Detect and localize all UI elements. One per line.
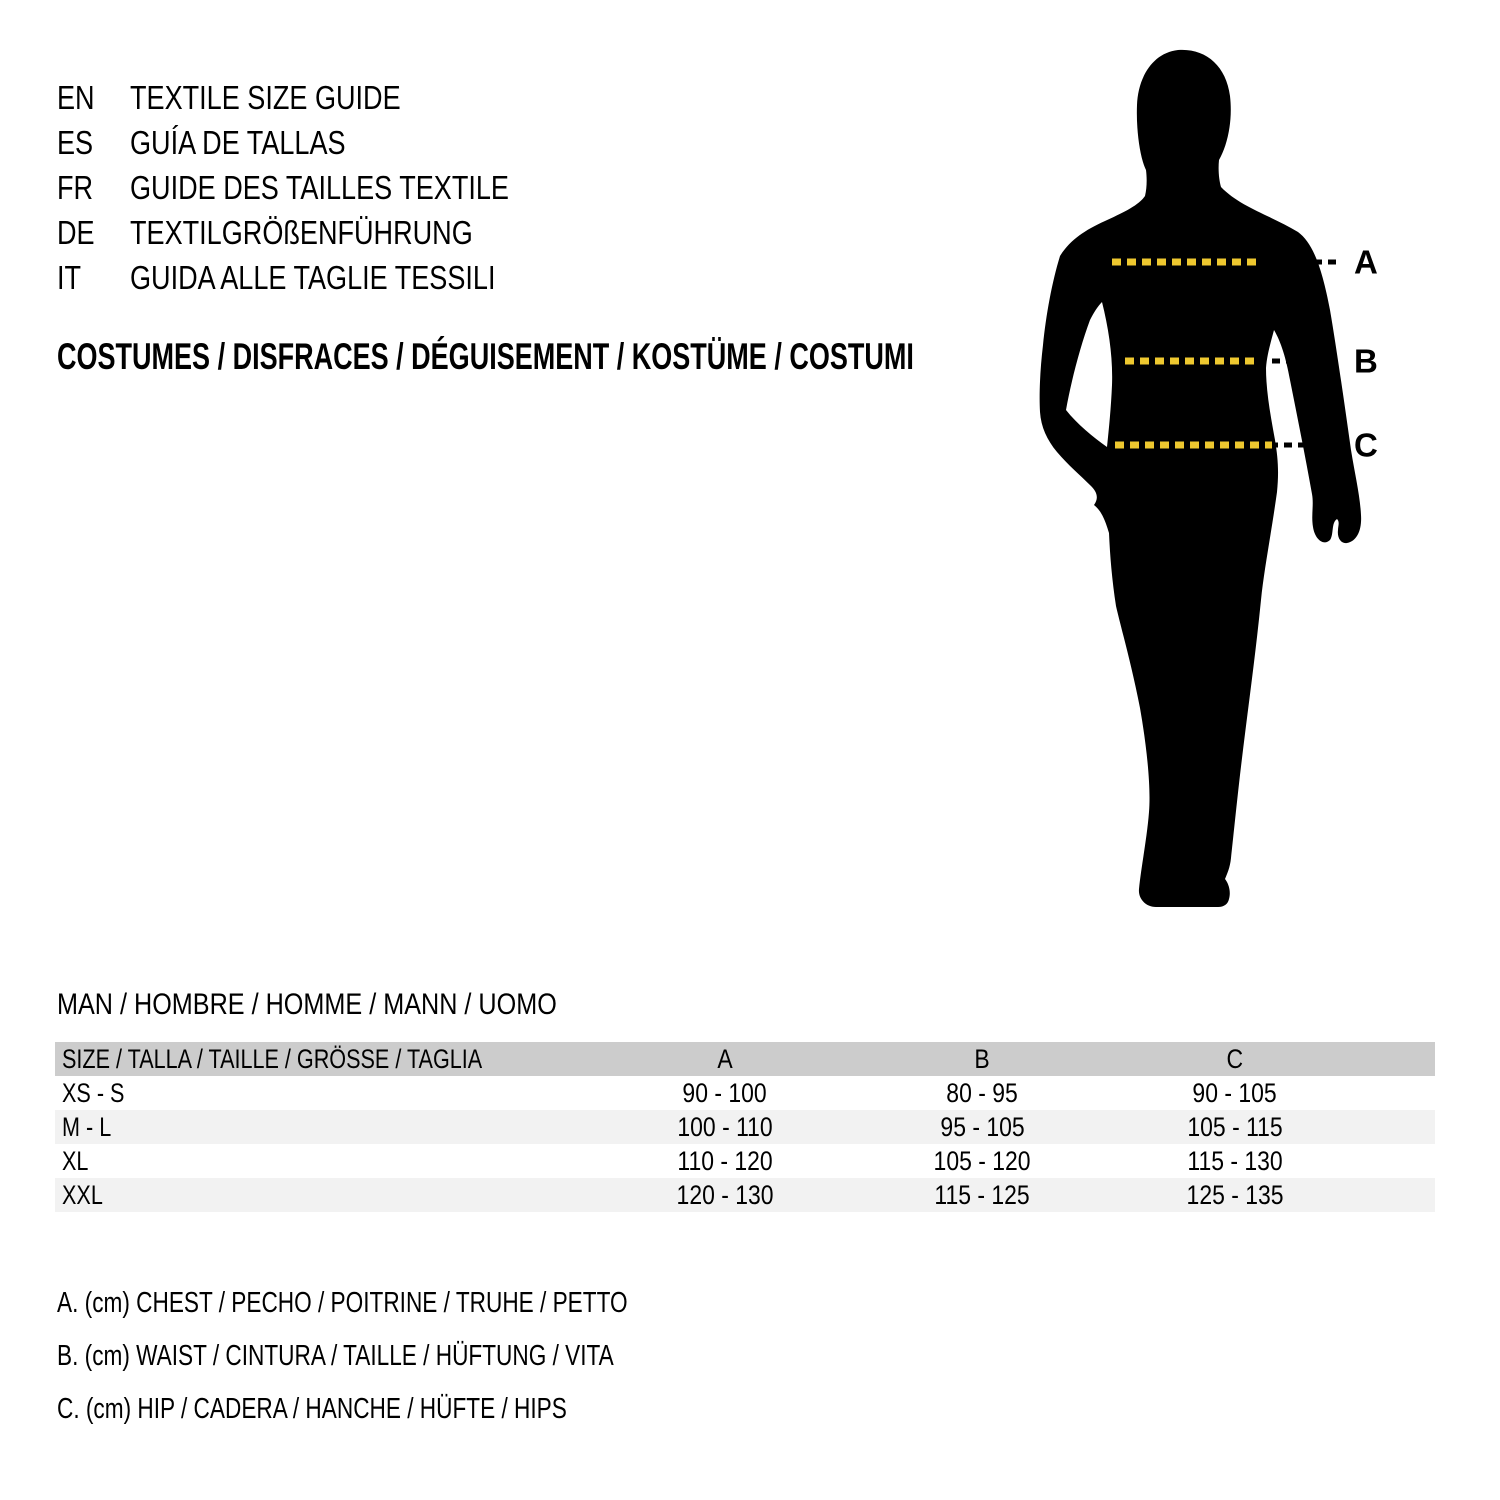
value-cell-a: 90 - 100: [682, 1077, 768, 1108]
lang-code-en: EN: [57, 78, 95, 116]
lang-title-fr: GUIDE DES TAILLES TEXTILE: [130, 168, 509, 206]
category-title: COSTUMES / DISFRACES / DÉGUISEMENT / KOSTÜME / COSTUMI: [57, 336, 914, 377]
value-cell-c: 115 - 130: [1187, 1145, 1283, 1176]
man-measurement-figure: [1020, 40, 1400, 960]
lang-code-de: DE: [57, 213, 95, 251]
lang-code-fr: FR: [57, 168, 94, 206]
lang-title-it: GUIDA ALLE TAGLIE TESSILI: [130, 258, 496, 296]
lang-row-it: [57, 255, 592, 300]
lang-row-en: [57, 75, 592, 120]
table-row-m-l: [55, 1110, 1435, 1144]
value-cell-c: 125 - 135: [1186, 1179, 1284, 1210]
lang-title-en: TEXTILE SIZE GUIDE: [130, 78, 401, 116]
value-cell-b: 95 - 105: [940, 1111, 1025, 1142]
header-col-a: A: [717, 1043, 733, 1074]
table-row-xs-s: [55, 1076, 1435, 1110]
measure-label-a: A: [1354, 243, 1378, 281]
lang-code-es: ES: [57, 123, 94, 161]
size-cell: XL: [62, 1145, 89, 1176]
size-cell: M - L: [62, 1111, 112, 1142]
lang-title-de: TEXTILGRÖßENFÜHRUNG: [130, 213, 473, 251]
value-cell-b: 80 - 95: [946, 1077, 1019, 1108]
header-col-b: B: [974, 1043, 991, 1074]
lang-row-de: [57, 210, 592, 255]
value-cell-a: 100 - 110: [677, 1111, 773, 1142]
section-title-man: MAN / HOMBRE / HOMME / MANN / UOMO: [57, 988, 557, 1021]
lang-row-fr: [57, 165, 592, 210]
value-cell-b: 115 - 125: [934, 1179, 1031, 1210]
measure-label-b: B: [1354, 342, 1378, 380]
value-cell-c: 105 - 115: [1187, 1111, 1283, 1142]
value-cell-a: 120 - 130: [676, 1179, 774, 1210]
value-cell-a: 110 - 120: [677, 1145, 773, 1176]
header-col-c: C: [1226, 1043, 1244, 1074]
legend-chest: A. (cm) CHEST / PECHO / POITRINE / TRUHE / PETTO: [57, 1287, 628, 1319]
table-row-xxl: [55, 1178, 1435, 1212]
table-row-xl: [55, 1144, 1435, 1178]
legend-hip: C. (cm) HIP / CADERA / HANCHE / HÜFTE / HIPS: [57, 1393, 567, 1425]
header-size-label: SIZE / TALLA / TAILLE / GRÖSSE / TAGLIA: [62, 1043, 483, 1074]
man-silhouette: [1040, 50, 1362, 907]
lang-title-es: GUÍA DE TALLAS: [130, 123, 346, 161]
measurement-legend: [57, 1277, 789, 1436]
size-cell: XS - S: [62, 1077, 125, 1108]
language-title-list: [57, 75, 592, 300]
measure-label-c: C: [1354, 426, 1378, 464]
size-table: [55, 1042, 1435, 1212]
lang-code-it: IT: [57, 258, 82, 296]
legend-waist: B. (cm) WAIST / CINTURA / TAILLE / HÜFTUNG / VITA: [57, 1340, 614, 1372]
table-header-row: [55, 1042, 1435, 1076]
size-cell: XXL: [62, 1179, 103, 1210]
value-cell-b: 105 - 120: [934, 1145, 1031, 1176]
lang-row-es: [57, 120, 592, 165]
value-cell-c: 90 - 105: [1192, 1077, 1278, 1108]
